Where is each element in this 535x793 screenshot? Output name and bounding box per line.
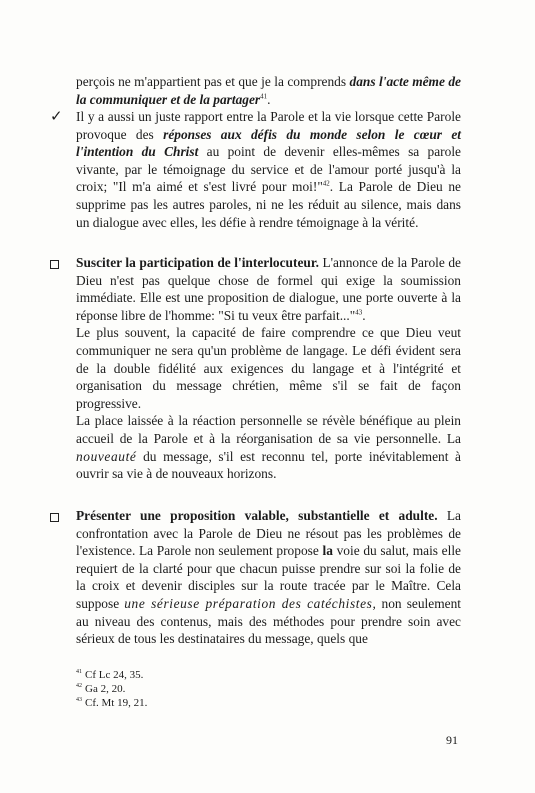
text-run: du message, s'il est reconnu tel, porte inévitablement à ouvrir sa vie à de nouveaux horizons. — [76, 448, 461, 482]
paragraph-checkmark — [76, 108, 461, 231]
text-run: perçois ne m'appartient pas et que je la comprends — [76, 74, 350, 89]
text-run: . — [362, 307, 366, 323]
text-run: Il y a aussi un juste rapport entre la Parole et la vie lorsque cette Parole provoque des — [76, 109, 461, 142]
emphasis-run: nouveauté — [76, 448, 137, 464]
paragraph-participation — [76, 254, 461, 483]
footnote — [76, 668, 461, 682]
emphasis-run: une sérieuse préparation des catéchistes, — [124, 595, 377, 611]
text-run: voie du salut, mais elle requiert de la clarté pour que chacun puisse prendre sur soi la folie de la croix et devenir disciples sur la route tracée par le Maître. Cela suppose — [76, 543, 462, 611]
text-run: au point de devenir elles-mêmes sa parole vivante, par le témoignage du service et de l'amour porté jusqu'à la croix; "Il m'a aimé et s'est livré pour moi!" — [76, 144, 461, 195]
footnote-number: 41 — [76, 669, 82, 676]
footnote-number: 43 — [76, 697, 82, 704]
footnote — [76, 682, 461, 696]
text-run: . La Parole de Dieu ne supprime pas les autres paroles, ni ne les réduit au silence, mais dans un dialogue avec elles, les défie à rendre témoignage à la vérité. — [76, 179, 461, 230]
section-heading: Présenter une proposition valable, substantielle et adulte. — [76, 508, 438, 523]
text-run: . — [267, 91, 271, 107]
section-heading: Susciter la participation de l'interlocuteur. — [76, 255, 319, 270]
footnote-number: 42 — [76, 683, 82, 690]
text-block: Le plus souvent, la capacité de faire comprendre ce que Dieu veut communiquer ne sera qu'un problème de langage. Le défi évident sera de la double fidélité aux exigences du langage et à l'intégrité et organisation du message chrétien, même s'il se fait de façon progressive. — [76, 325, 461, 411]
paragraph-continuation — [76, 73, 461, 108]
emphasis-run: dans l'acte même de la communiquer et de la partager — [76, 74, 461, 107]
page-number: 91 — [446, 733, 458, 747]
text-run: L'annonce de la Parole de Dieu n'est pas quelque chose de formel qui exige la soumission immédiate. Elle est une proposition de dialogue, une porte ouverte à la réponse libre de l'homme: "Si tu veux être parfait..." — [76, 255, 461, 323]
footnote-ref: 42 — [322, 179, 330, 188]
footnote — [76, 696, 461, 710]
footnote-text: Cf Lc 24, 35. — [85, 669, 144, 681]
checkbox-bullet-icon — [50, 509, 59, 527]
footnote-ref: 43 — [355, 308, 363, 317]
paragraph-proposition — [76, 507, 461, 648]
footnote-ref: 41 — [260, 92, 268, 101]
checkmark-icon: ✓ — [50, 107, 63, 125]
text-run: non seulement au niveau des contenus, mais des méthodes pour prendre soin avec sérieux de tous les destinataires du message, quels que — [76, 595, 461, 647]
footnote-text: Cf. Mt 19, 21. — [85, 697, 148, 709]
bold-run: la — [322, 543, 333, 559]
footnote-text: Ga 2, 20. — [85, 683, 126, 695]
text-run: La place laissée à la réaction personnelle se révèle bénéfique au plein accueil de la Parole et à la réorganisation de sa vie personnelle. La — [76, 413, 461, 446]
emphasis-run: réponses aux défis du monde selon le cœur et l'intention du Christ — [76, 126, 461, 160]
checkbox-bullet-icon — [50, 256, 59, 274]
text-run: La confrontation avec la Parole de Dieu ne résout pas les problèmes de l'existence. La Parole non seulement propose — [76, 508, 461, 559]
footnotes — [76, 668, 461, 710]
